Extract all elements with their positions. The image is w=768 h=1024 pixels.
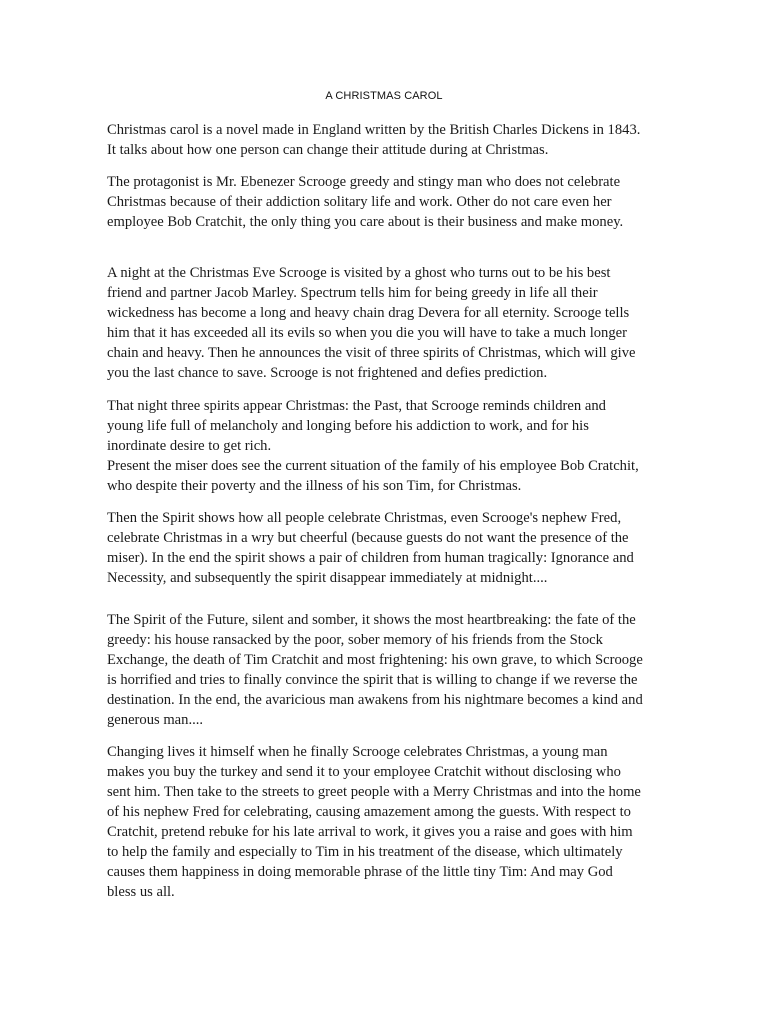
text-line: destination. In the end, the avaricious man awakens from his nightmare becomes a kind and <box>107 692 643 708</box>
text-line: to help the family and especially to Tim in his treatment of the disease, which ultimately <box>107 844 623 860</box>
paragraph-spirit-shows <box>107 508 667 588</box>
text-line: generous man.... <box>107 712 204 728</box>
text-line: is horrified and tries to finally convince the spirit that is willing to change if we reverse the <box>107 672 638 688</box>
text-line: employee Bob Cratchit, the only thing you care about is their business and make money. <box>107 214 624 230</box>
paragraph-protagonist <box>107 172 667 232</box>
text-line: That night three spirits appear Christmas: the Past, that Scrooge reminds children and <box>107 398 606 414</box>
text-line: who despite their poverty and the illness of his son Tim, for Christmas. <box>107 478 522 494</box>
text-line: bless us all. <box>107 884 175 900</box>
document-title: A CHRISTMAS CAROL <box>325 90 443 102</box>
text-line: The Spirit of the Future, silent and somber, it shows the most heartbreaking: the fate of the <box>107 612 636 628</box>
text-line: sent him. Then take to the streets to greet people with a Merry Christmas and into the home <box>107 784 641 800</box>
paragraph-intro <box>107 120 667 160</box>
text-line: makes you buy the turkey and send it to your employee Cratchit without disclosing who <box>107 764 621 780</box>
text-line: Cratchit, pretend rebuke for his late arrival to work, it gives you a raise and goes with him <box>107 824 633 840</box>
text-line: Changing lives it himself when he finally Scrooge celebrates Christmas, a young man <box>107 744 608 760</box>
text-line: Christmas because of their addiction solitary life and work. Other do not care even her <box>107 194 612 210</box>
text-line: Exchange, the death of Tim Cratchit and most frightening: his own grave, to which Scrooge <box>107 652 643 668</box>
text-line: you the last chance to save. Scrooge is not frightened and defies prediction. <box>107 365 548 381</box>
text-line: A night at the Christmas Eve Scrooge is visited by a ghost who turns out to be his best <box>107 265 611 281</box>
paragraph-spirits-past-present <box>107 396 667 496</box>
text-line: chain and heavy. Then he announces the visit of three spirits of Christmas, which will give <box>107 345 636 361</box>
text-line: causes them happiness in doing memorable phrase of the little tiny Tim: And may God <box>107 864 613 880</box>
text-line: wickedness has become a long and heavy chain drag Devera for all eternity. Scrooge tells <box>107 305 630 321</box>
text-line: young life full of melancholy and longing before his addiction to work, and for his <box>107 418 589 434</box>
paragraph-spirit-future <box>107 610 667 730</box>
text-line: Then the Spirit shows how all people celebrate Christmas, even Scrooge's nephew Fred, <box>107 510 622 526</box>
text-line: him that it has exceeded all its evils so when you die you will have to take a much longer <box>107 325 627 341</box>
text-line: The protagonist is Mr. Ebenezer Scrooge greedy and stingy man who does not celebrate <box>107 174 621 190</box>
text-line: greedy: his house ransacked by the poor, sober memory of his friends from the Stock <box>107 632 603 648</box>
paragraph-marley <box>107 263 667 383</box>
text-line: Present the miser does see the current situation of the family of his employee Bob Cratchit, <box>107 458 639 474</box>
text-line: inordinate desire to get rich. <box>107 438 272 454</box>
text-line: It talks about how one person can change their attitude during at Christmas. <box>107 142 549 158</box>
text-line: Christmas carol is a novel made in England written by the British Charles Dickens in 1843. <box>107 122 641 138</box>
text-line: Necessity, and subsequently the spirit disappear immediately at midnight.... <box>107 570 548 586</box>
text-line: friend and partner Jacob Marley. Spectrum tells him for being greedy in life all their <box>107 285 598 301</box>
text-line: miser). In the end the spirit shows a pair of children from human tragically: Ignorance and <box>107 550 634 566</box>
paragraph-changing-lives <box>107 742 667 902</box>
text-line: celebrate Christmas in a wry but cheerful (because guests do not want the presence of the <box>107 530 629 546</box>
text-line: of his nephew Fred for celebrating, causing amazement among the guests. With respect to <box>107 804 631 820</box>
